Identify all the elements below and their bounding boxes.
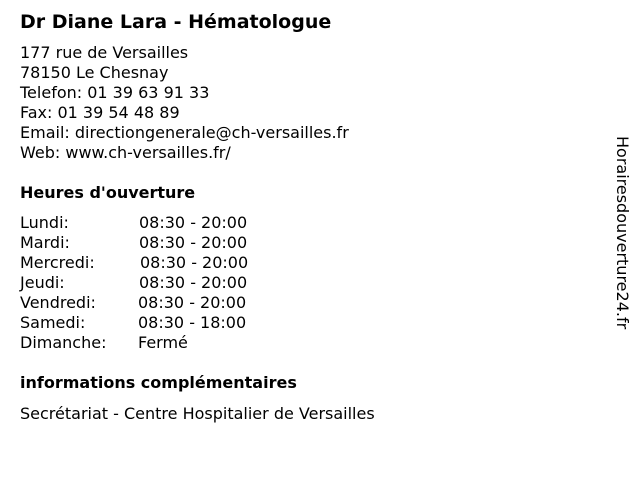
day-hours: 08:30 - 20:00 bbox=[140, 253, 249, 272]
address-street: 177 rue de Versailles bbox=[20, 43, 189, 62]
day-hours: 08:30 - 18:00 bbox=[138, 313, 247, 332]
day-hours: 08:30 - 20:00 bbox=[139, 273, 248, 292]
day-hours: Fermé bbox=[138, 333, 188, 352]
opening-hours-list bbox=[20, 213, 320, 353]
hours-row-saturday bbox=[20, 313, 320, 333]
hours-row-monday bbox=[20, 213, 320, 233]
additional-info-heading: informations complémentaires bbox=[20, 373, 297, 392]
page-title: Dr Diane Lara - Hématologue bbox=[20, 11, 332, 33]
address-city: 78150 Le Chesnay bbox=[20, 63, 169, 82]
fax-number: Fax: 01 39 54 48 89 bbox=[20, 103, 180, 122]
site-watermark: Horairesdouverture24.fr bbox=[613, 136, 632, 330]
hours-row-sunday bbox=[20, 333, 320, 353]
additional-info-text: Secrétariat - Centre Hospitalier de Versailles bbox=[20, 404, 375, 423]
hours-row-thursday bbox=[20, 273, 320, 293]
hours-row-friday bbox=[20, 293, 320, 313]
day-hours: 08:30 - 20:00 bbox=[138, 293, 247, 312]
day-label: Lundi: bbox=[20, 213, 69, 232]
hours-row-tuesday bbox=[20, 233, 320, 253]
day-label: Jeudi: bbox=[20, 273, 65, 292]
website: Web: www.ch-versailles.fr/ bbox=[20, 143, 231, 162]
day-label: Dimanche: bbox=[20, 333, 107, 352]
day-label: Mardi: bbox=[20, 233, 70, 252]
phone-number: Telefon: 01 39 63 91 33 bbox=[20, 83, 210, 102]
day-label: Mercredi: bbox=[20, 253, 95, 272]
opening-hours-heading: Heures d'ouverture bbox=[20, 183, 196, 202]
day-hours: 08:30 - 20:00 bbox=[139, 233, 248, 252]
contact-block bbox=[20, 43, 349, 163]
day-hours: 08:30 - 20:00 bbox=[139, 213, 248, 232]
email-address: Email: directiongenerale@ch-versailles.fr bbox=[20, 123, 349, 142]
hours-row-wednesday bbox=[20, 253, 320, 273]
day-label: Vendredi: bbox=[20, 293, 96, 312]
day-label: Samedi: bbox=[20, 313, 86, 332]
